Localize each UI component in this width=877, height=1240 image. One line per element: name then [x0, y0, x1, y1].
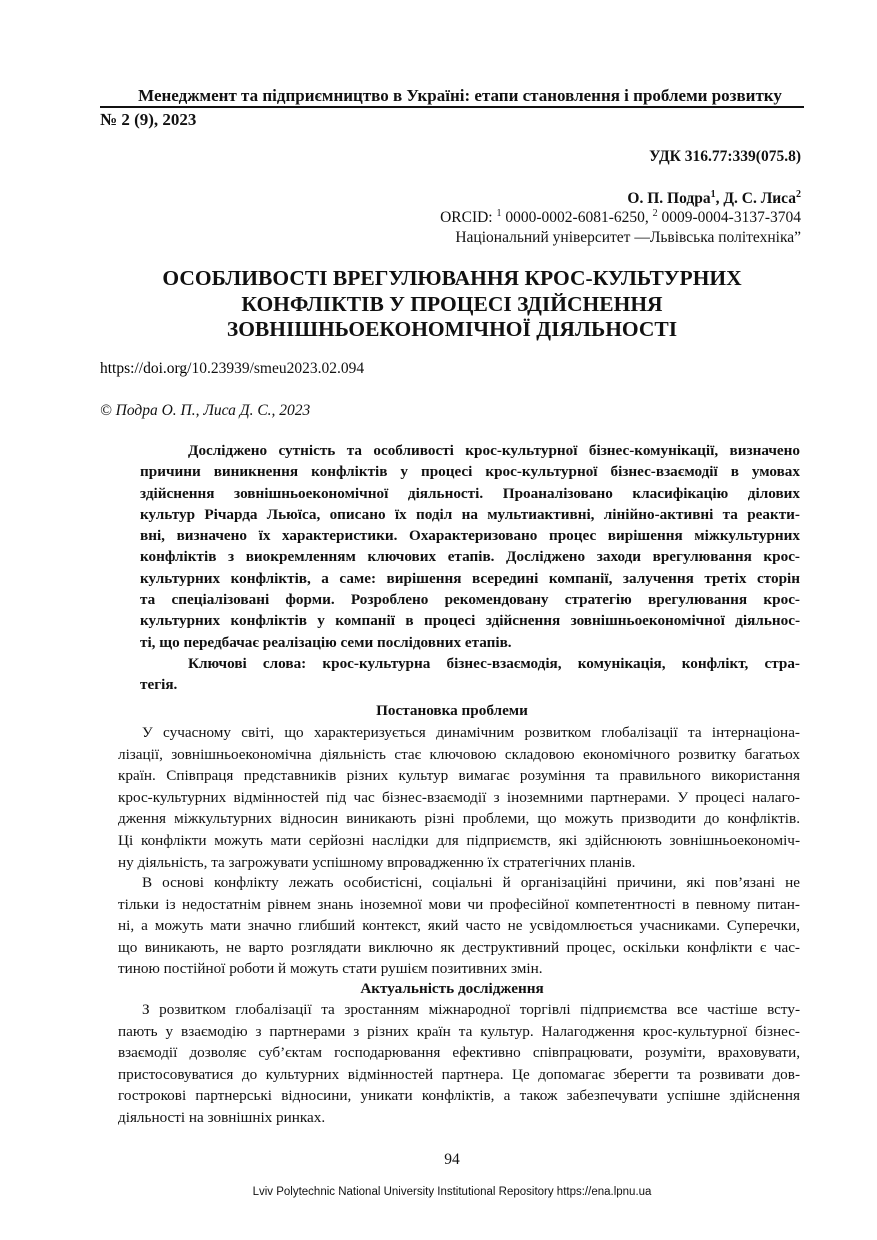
abstract-line: та спеціалізовані форми. Розроблено рекомендовану стратегію врегулювання крос- — [140, 591, 800, 609]
keywords-line: тегія. — [140, 676, 178, 694]
abstract-line: вні, визначено їх характеристики. Охарактеризовано процес вирішення міжкультурних — [140, 527, 800, 545]
paragraph-line: що виникають, не варто розглядати виключно як деструктивний процес, оскільки конфлікти є час- — [118, 938, 800, 956]
paragraph-line: країн. Співпраця представників різних культур вимагає розуміння та правильного використання — [118, 767, 800, 785]
issue-number: № 2 (9), 2023 — [100, 110, 197, 129]
paragraph-line: взаємодії дозволяє суб’єктам господарювання ефективно співпрацювати, розуміти, враховувати, — [118, 1044, 800, 1062]
journal-title: Менеджмент та підприємництво в Україні: етапи становлення і проблеми розвитку — [138, 86, 782, 105]
paragraph-line: пають у взаємодію з партнерами з різних країн та культур. Налагодження крос-культурної бізнес- — [118, 1022, 800, 1040]
section-heading: Актуальність дослідження — [360, 980, 544, 997]
title-line: ОСОБЛИВОСТІ ВРЕГУЛЮВАННЯ КРОС-КУЛЬТУРНИХ — [162, 266, 742, 290]
doi-id[interactable]: 10.23939/smeu2023.02.094 — [191, 360, 365, 377]
header-divider — [100, 106, 804, 108]
orcid-sup: 1 — [496, 208, 502, 219]
abstract — [140, 440, 800, 696]
article-title — [100, 266, 804, 343]
abstract-line: Досліджено сутність та особливості крос-культурної бізнес-комунікації, визначено — [188, 442, 800, 459]
author-sup: 1 — [710, 189, 716, 200]
affiliation: Національний університет ―Львівська політехніка” — [455, 229, 801, 246]
orcid-line — [440, 208, 801, 227]
repository-footer[interactable]: Lviv Polytechnic National University Institutional Repository https://ena.lpnu.ua — [252, 1186, 652, 1198]
section-heading: Постановка проблеми — [376, 702, 528, 719]
author-name: О. П. Подра — [627, 190, 711, 208]
paragraph — [118, 999, 800, 1129]
paragraph-line: крос-культурних відмінностей під час бізнес-взаємодії з іноземними партнерами. У процесі налаго- — [118, 788, 800, 806]
abstract-line: конфліктів з виокремленням ключових етапів. Досліджено заходи врегулювання крос- — [140, 548, 800, 566]
paragraph-line: лізації, зовнішньоекономічна діяльність стає ключовою складовою економічного розвитку багатьох — [118, 745, 800, 763]
copyright: © Подра О. П., Лиса Д. С., 2023 — [100, 402, 311, 419]
abstract-line: ті, що передбачає реалізацію семи послідовних етапів. — [140, 633, 512, 651]
authors — [627, 189, 801, 208]
paragraph-line: пристосовуватися до культурних відмінностей партнера. Це допомагає зберегти та розвивати дов- — [118, 1065, 800, 1083]
paragraph-line: В основі конфлікту лежать особистісні, соціальні й організаційні причини, які пов’язані не — [142, 874, 800, 891]
orcid-id: 0000-0002-6081-6250, — [501, 209, 653, 227]
abstract-line: культурних конфліктів у компанії в процесі здійснення зовнішньоекономічної діяльнос- — [140, 612, 800, 630]
paragraph — [118, 872, 800, 980]
paragraph-line: дження міжкультурних відносин виникають різні проблеми, що можуть призводити до конфліктів. — [118, 810, 800, 828]
page-number: 94 — [444, 1151, 460, 1168]
abstract-line: причини виникнення конфліктів у процесі крос-культурної бізнес-взаємодії в умовах — [140, 463, 800, 481]
paragraph-line: тиною постійної роботи й можуть стати рушієм позитивних змін. — [118, 960, 543, 978]
abstract-line: здійснення зовнішньоекономічної діяльності. Проаналізовано класифікацію ділових — [140, 484, 800, 502]
paragraph-line: Ці конфлікти можуть мати серйозні наслідки для підприємств, які здійснюють зовнішньоекономіч- — [118, 831, 800, 849]
doi-link[interactable] — [100, 360, 364, 378]
paragraph-line: гострокові партнерські відносини, уникати конфліктів, а також забезпечувати успішне здійснення — [118, 1087, 800, 1105]
abstract-line: культурних конфліктів, а саме: вирішення всередині компанії, залучення третіх сторін — [140, 569, 800, 587]
doi-prefix[interactable]: https://doi.org/ — [100, 360, 192, 377]
title-line: ЗОВНІШНЬОЕКОНОМІЧНОЇ ДІЯЛЬНОСТІ — [226, 317, 678, 341]
paragraph — [118, 722, 800, 873]
orcid-label: ORCID: — [440, 209, 497, 227]
paragraph-line: З розвитком глобалізації та зростанням міжнародної торгівлі підприємства все частіше всту- — [142, 1001, 800, 1018]
author-separator: , — [715, 190, 724, 208]
paragraph-line: ні, а можуть мати значно глибший контекст, який часто не усвідомлюється учасниками. Суперечки, — [118, 917, 800, 935]
paragraph-line: У сучасному світі, що характеризується динамічним розвитком глобалізації та інтернаціона- — [142, 724, 800, 741]
title-line: КОНФЛІКТІВ У ПРОЦЕСІ ЗДІЙСНЕННЯ — [241, 291, 663, 316]
orcid-id: 0009-0004-3137-3704 — [657, 209, 801, 227]
paragraph-line: діяльності на зовнішніх ринках. — [118, 1108, 326, 1126]
udc-code: УДК 316.77:339(075.8) — [649, 148, 801, 165]
paragraph-line: тільки із недостатнім рівнем знань іноземної мови чи професійної компетентності в певному питан- — [118, 895, 800, 913]
abstract-line: культур Річарда Льюїса, описано їх поділ на мультиактивні, лінійно-активні та реакти- — [140, 505, 800, 523]
keywords-line: Ключові слова: крос-культурна бізнес-взаємодія, комунікація, конфлікт, стра- — [188, 654, 800, 672]
author-sup: 2 — [796, 189, 801, 200]
paragraph-line: ну діяльність, та загрожувати успішному впровадженню їх стратегічних планів. — [118, 853, 636, 871]
orcid-sup: 2 — [652, 208, 658, 219]
author-name: Д. С. Лиса — [723, 190, 796, 208]
